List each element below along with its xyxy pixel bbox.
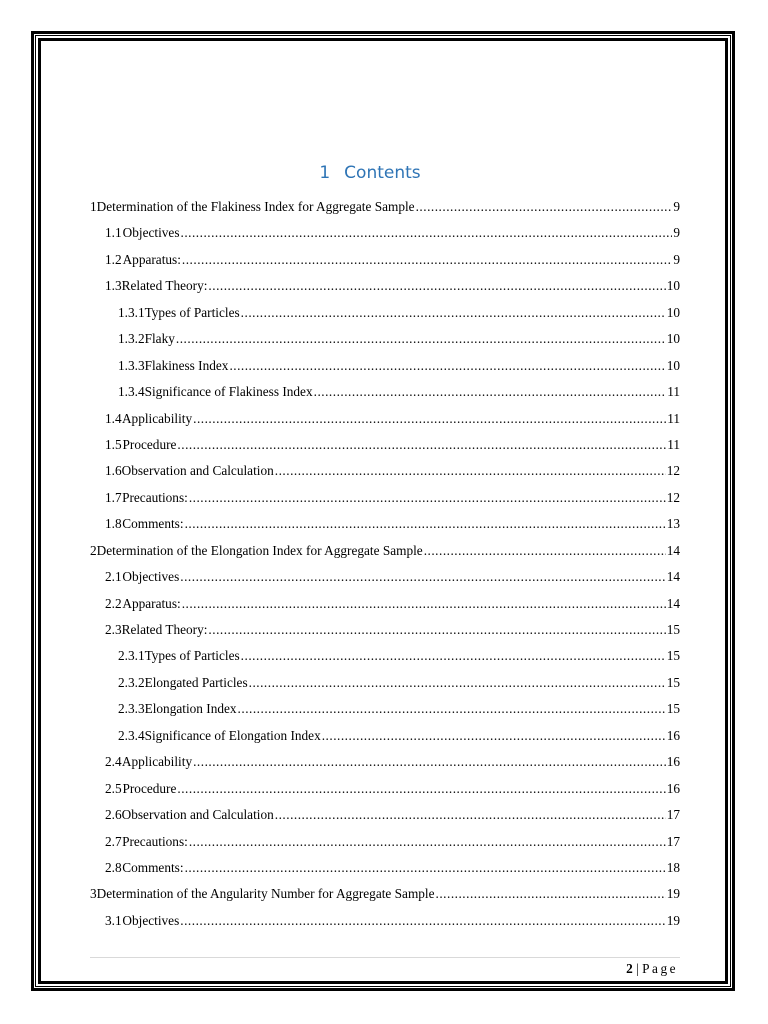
toc-entry-title: Related Theory: (121, 278, 208, 294)
toc-entry-title: Objectives (122, 912, 180, 928)
toc-entry[interactable] (90, 913, 680, 939)
toc-dot-leader (177, 437, 666, 453)
toc-entry[interactable] (90, 384, 680, 410)
toc-entry[interactable] (90, 490, 680, 516)
toc-dot-leader (314, 384, 667, 400)
toc-entry[interactable] (90, 305, 680, 331)
toc-entry-page: 14 (666, 542, 680, 558)
toc-entry-page: 16 (666, 780, 680, 796)
toc-entry-page: 19 (666, 886, 680, 902)
toc-list (90, 199, 680, 939)
toc-entry-number: 1.2 (105, 251, 122, 267)
toc-entry[interactable] (90, 411, 680, 437)
toc-heading-text: Contents (344, 163, 421, 183)
toc-entry[interactable] (90, 331, 680, 357)
toc-entry-title: Comments: (122, 859, 184, 875)
toc-entry-page: 14 (666, 569, 680, 585)
toc-dot-leader (322, 728, 666, 744)
toc-entry[interactable] (90, 675, 680, 701)
toc-entry-page: 13 (666, 516, 680, 532)
toc-entry-number: 1.3.2 (118, 331, 145, 347)
toc-entry-number: 1.3.1 (118, 304, 145, 320)
toc-entry-number: 1.3.4 (118, 384, 145, 400)
toc-entry-number: 3.1 (105, 912, 122, 928)
toc-entry-page: 11 (667, 384, 680, 400)
toc-entry-title: Applicability (121, 754, 193, 770)
toc-entry-number: 2.5 (105, 780, 122, 796)
toc-entry[interactable] (90, 860, 680, 886)
toc-entry-number: 3 (90, 886, 97, 902)
toc-entry[interactable] (90, 278, 680, 304)
toc-entry-page: 10 (666, 331, 680, 347)
toc-entry[interactable] (90, 569, 680, 595)
toc-entry[interactable] (90, 516, 680, 542)
toc-entry[interactable] (90, 754, 680, 780)
toc-entry-title: Related Theory: (121, 622, 208, 637)
footer-divider (90, 957, 680, 958)
toc-entry-number: 1.1 (105, 225, 122, 241)
toc-entry-title: Applicability (121, 410, 193, 426)
toc-dot-leader (193, 411, 666, 427)
toc-entry-title: Apparatus: (122, 251, 181, 267)
toc-entry-page: 15 (666, 622, 680, 637)
toc-entry[interactable] (90, 701, 680, 727)
toc-entry-page: 15 (666, 674, 680, 690)
toc-entry-page: 9 (673, 199, 680, 214)
toc-entry-page: 9 (673, 251, 680, 267)
toc-entry-page: 9 (673, 225, 680, 241)
toc-entry-page: 17 (666, 807, 680, 823)
toc-entry-number: 2.4 (105, 754, 122, 770)
toc-entry-title: Flakiness Index (144, 357, 229, 373)
toc-dot-leader (193, 754, 666, 770)
toc-dot-leader (208, 278, 665, 294)
toc-entry-number: 2.1 (105, 569, 122, 585)
toc-entry[interactable] (90, 781, 680, 807)
toc-entry[interactable] (90, 225, 680, 251)
toc-entry-title: Types of Particles (144, 648, 240, 664)
toc-entry-title: Significance of Elongation Index (144, 727, 321, 743)
toc-dot-leader (185, 860, 666, 876)
toc-entry-page: 12 (666, 463, 680, 479)
toc-entry-number: 1.3 (105, 278, 122, 294)
toc-entry-title: Observation and Calculation (121, 807, 274, 823)
toc-entry-title: Procedure (122, 436, 177, 452)
toc-dot-leader (241, 305, 666, 321)
toc-entry-title: Precautions: (122, 489, 188, 505)
toc-dot-leader (182, 252, 672, 268)
toc-entry-number: 2.3.1 (118, 648, 145, 664)
toc-entry-title: Determination of the Angularity Number for Aggregate Sample (96, 886, 435, 902)
toc-entry-number: 1.3.3 (118, 357, 145, 373)
toc-dot-leader (229, 358, 665, 374)
page-footer (90, 961, 678, 977)
toc-entry-title: Determination of the Flakiness Index for Aggregate Sample (96, 199, 415, 214)
toc-dot-leader (208, 622, 665, 638)
toc-entry-title: Objectives (122, 225, 180, 241)
toc-entry-number: 1.6 (105, 463, 122, 479)
toc-entry[interactable] (90, 596, 680, 622)
toc-heading (0, 163, 740, 183)
toc-entry-number: 1.4 (105, 410, 122, 426)
toc-entry-number: 2.7 (105, 833, 122, 849)
toc-entry[interactable] (90, 437, 680, 463)
toc-entry-title: Significance of Flakiness Index (144, 384, 313, 400)
toc-entry-title: Precautions: (122, 833, 188, 849)
toc-entry-number: 2.3 (105, 622, 122, 637)
toc-entry-page: 15 (666, 648, 680, 664)
toc-entry-page: 10 (666, 278, 680, 294)
toc-dot-leader (185, 516, 666, 532)
toc-dot-leader (275, 807, 666, 823)
toc-dot-leader (180, 913, 665, 929)
toc-entry-number: 2.2 (105, 595, 122, 611)
toc-entry-page: 10 (666, 304, 680, 320)
toc-dot-leader (275, 463, 666, 479)
toc-entry[interactable] (90, 252, 680, 278)
toc-entry[interactable] (90, 463, 680, 489)
toc-dot-leader (180, 569, 665, 585)
toc-entry-page: 10 (666, 357, 680, 373)
toc-entry[interactable] (90, 886, 680, 912)
toc-entry-page: 11 (667, 436, 680, 452)
toc-dot-leader (436, 886, 666, 902)
toc-entry[interactable] (90, 622, 680, 648)
toc-entry[interactable] (90, 648, 680, 674)
toc-entry-number: 2.3.2 (118, 674, 145, 690)
toc-entry-title: Determination of the Elongation Index for Aggregate Sample (96, 542, 423, 558)
toc-entry-page: 14 (666, 595, 680, 611)
toc-dot-leader (238, 701, 666, 717)
toc-dot-leader (241, 648, 666, 664)
toc-entry-number: 1.7 (105, 489, 122, 505)
toc-entry-page: 11 (667, 410, 680, 426)
toc-entry-number: 2 (90, 542, 97, 558)
toc-entry-page: 15 (666, 701, 680, 717)
toc-entry[interactable] (90, 728, 680, 754)
toc-entry-number: 1.8 (105, 516, 122, 532)
toc-dot-leader (176, 331, 666, 347)
toc-entry-title: Elongation Index (144, 701, 237, 717)
footer-page-label: Page (642, 961, 678, 976)
toc-entry-number: 2.8 (105, 859, 122, 875)
toc-entry-title: Elongated Particles (144, 674, 248, 690)
toc-entry-page: 12 (666, 489, 680, 505)
toc-dot-leader (424, 543, 666, 559)
toc-entry-title: Procedure (122, 780, 177, 796)
toc-entry[interactable] (90, 199, 680, 225)
toc-entry[interactable] (90, 834, 680, 860)
toc-entry[interactable] (90, 543, 680, 569)
toc-entry-title: Observation and Calculation (121, 463, 274, 479)
toc-entry-title: Apparatus: (122, 595, 181, 611)
toc-entry-number: 2.6 (105, 807, 122, 823)
toc-dot-leader (182, 596, 666, 612)
toc-entry-number: 2.3.4 (118, 727, 145, 743)
footer-separator: | (632, 961, 643, 976)
toc-entry-number: 1 (90, 199, 97, 214)
toc-entry[interactable] (90, 358, 680, 384)
toc-dot-leader (177, 781, 665, 797)
toc-entry-page: 16 (666, 754, 680, 770)
toc-entry-number: 2.3.3 (118, 701, 145, 717)
toc-entry-page: 17 (666, 833, 680, 849)
toc-entry-number: 1.5 (105, 436, 122, 452)
toc-heading-number: 1 (319, 163, 331, 183)
toc-entry-page: 16 (666, 727, 680, 743)
toc-dot-leader (189, 490, 666, 506)
toc-entry-page: 19 (666, 912, 680, 928)
toc-dot-leader (416, 199, 673, 215)
toc-entry-page: 18 (666, 859, 680, 875)
toc-entry-title: Objectives (122, 569, 180, 585)
footer-page-number: 2 (626, 961, 633, 976)
toc-entry-title: Flaky (144, 331, 175, 347)
toc-dot-leader (249, 675, 666, 691)
toc-entry-title: Types of Particles (144, 304, 240, 320)
toc-entry[interactable] (90, 807, 680, 833)
toc-dot-leader (189, 834, 666, 850)
toc-entry-title: Comments: (122, 516, 184, 532)
toc-dot-leader (181, 225, 673, 241)
